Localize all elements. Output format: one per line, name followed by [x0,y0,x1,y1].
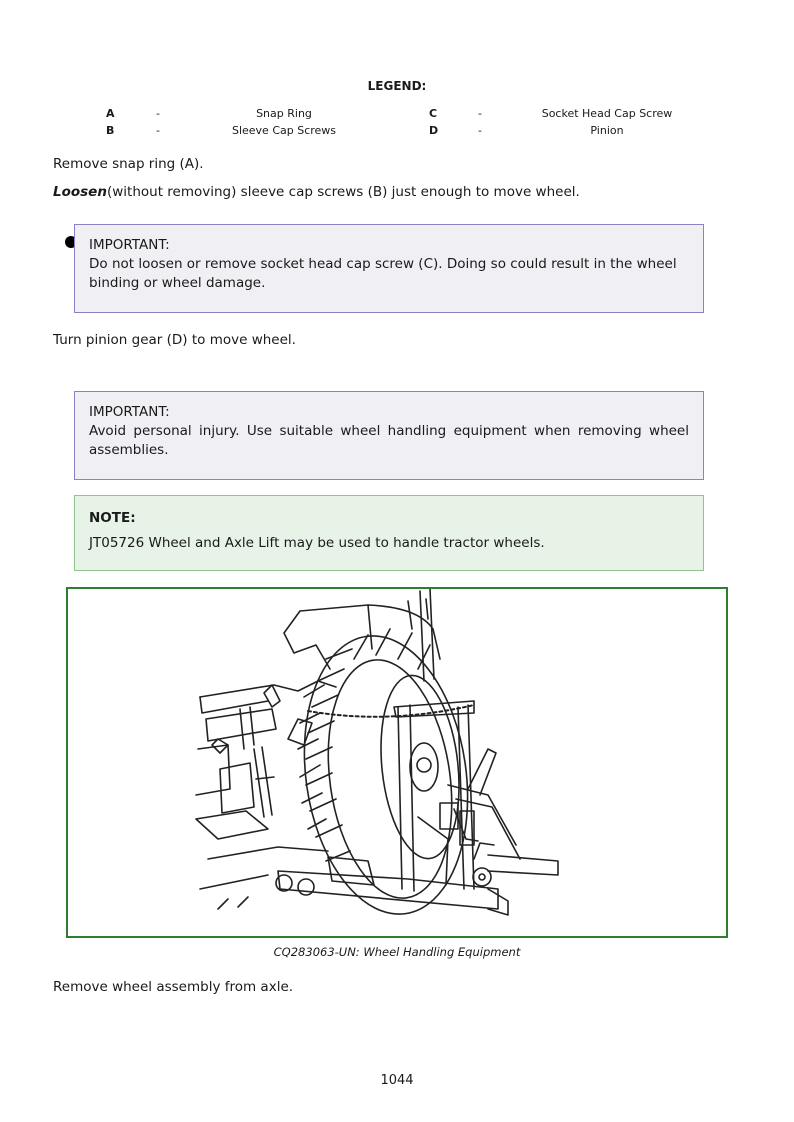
legend-label-c: Socket Head Cap Screw [541,107,673,120]
page-number: 1044 [380,1073,414,1088]
wheel-lift-illustration [68,589,726,936]
legend-key-b: B [106,124,115,137]
legend-title: LEGEND: [367,79,427,93]
step-loosen-text: (without removing) sleeve cap screws (B) just enough to move wheel. [106,184,580,200]
legend-label-d: Pinion [590,124,624,137]
legend-label-b: Sleeve Cap Screws [231,124,337,137]
figure-caption: CQ283063-UN: Wheel Handling Equipment [273,945,521,959]
legend-dash-b: - [156,124,160,137]
legend-key-a: A [106,107,115,120]
legend-dash-c: - [478,107,482,120]
legend-label-a: Snap Ring [256,107,312,120]
step-loosen-screws [53,184,580,200]
step-remove-snap-ring: Remove snap ring (A). [53,156,204,172]
legend-key-d: D [429,124,439,137]
important-heading: IMPORTANT: [89,404,170,420]
note-box [74,495,704,571]
legend-key-c: C [429,107,438,120]
important-text: Avoid personal injury. Use suitable wheel handling equipment when removing wheel assemblies. [89,423,689,458]
important-heading: IMPORTANT: [89,237,170,253]
loosen-emphasis: Loosen [53,184,107,200]
important-box-2 [74,391,704,480]
important-box-1 [74,224,704,313]
note-text: JT05726 Wheel and Axle Lift may be used to handle tractor wheels. [89,535,545,551]
note-heading: NOTE: [89,510,136,526]
step-remove-wheel: Remove wheel assembly from axle. [53,979,294,995]
step-turn-pinion: Turn pinion gear (D) to move wheel. [53,332,296,348]
wheel-handling-figure [66,587,728,938]
important-text: Do not loosen or remove socket head cap screw (C). Doing so could result in the wheel binding or wheel damage. [89,256,677,291]
legend-dash-a: - [156,107,160,120]
legend-dash-d: - [478,124,482,137]
